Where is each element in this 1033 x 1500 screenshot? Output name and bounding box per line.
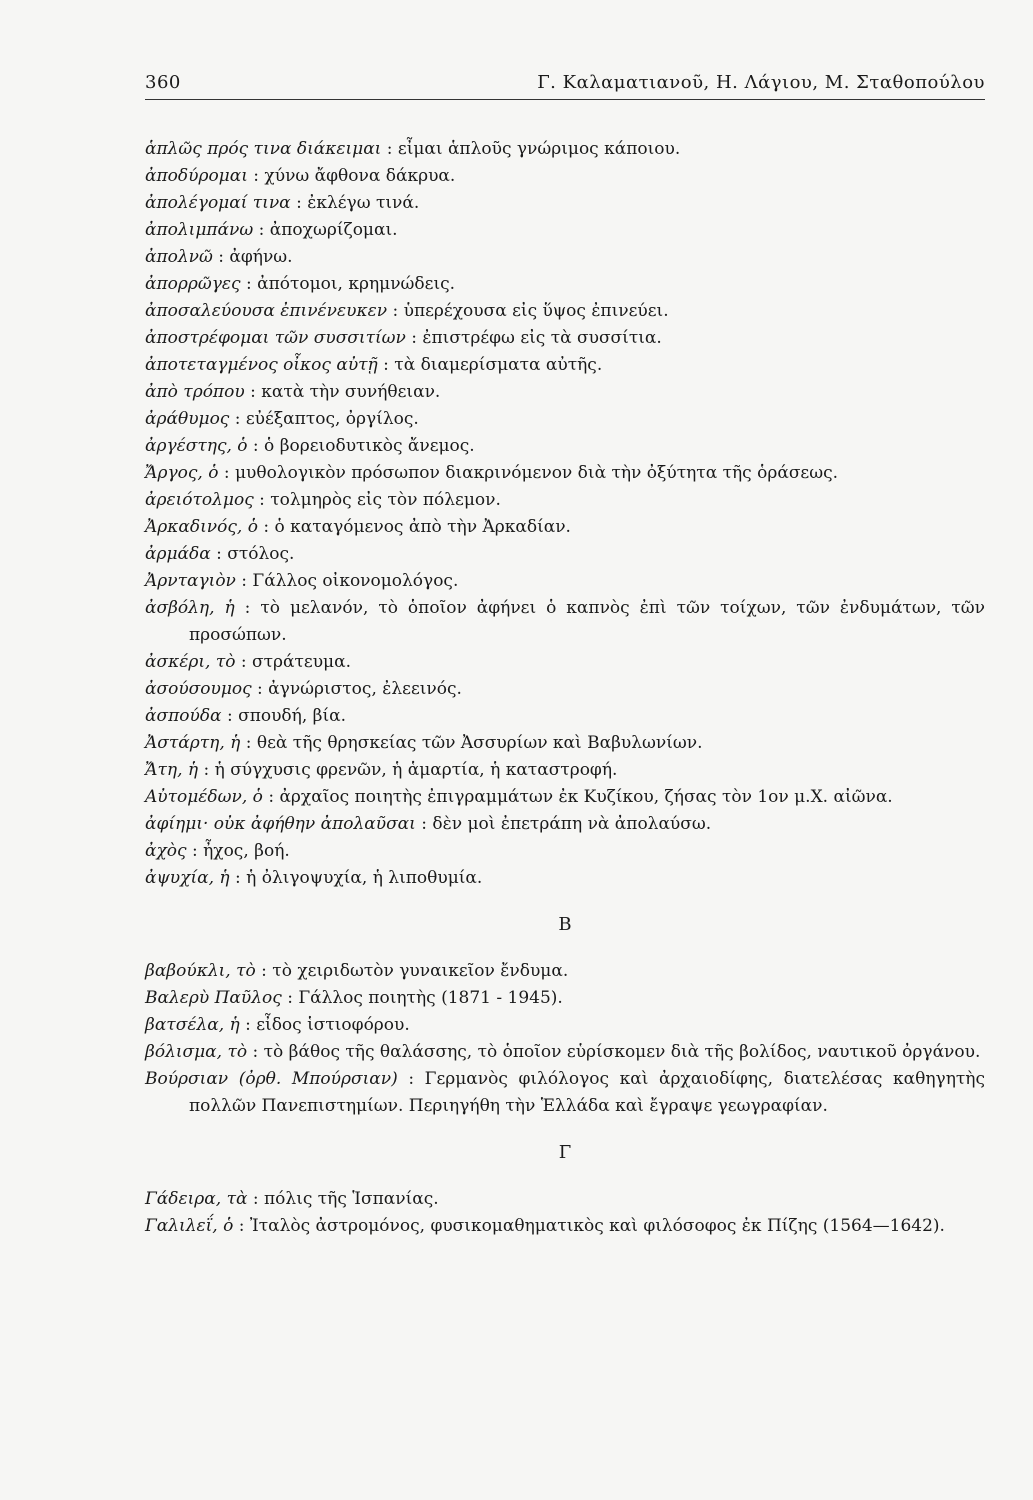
entry-term: Γάδειρα, τὰ [145,1189,248,1209]
entry-term: ἀποσαλεύουσα ἐπινένευκεν [145,301,388,321]
glossary-entry [145,244,985,271]
entry-definition: : Γάλλος οἰκονομολόγος. [241,571,459,591]
glossary-entry [145,676,985,703]
glossary-entry [145,406,985,433]
entry-definition: : τὰ διαμερίσματα αὐτῆς. [383,355,603,375]
entry-definition: : τὸ μελανόν, τὸ ὁποῖον ἀφήνει ὁ καπνὸς ἐπὶ τῶν τοίχων, τῶν ἐνδυμάτων, τῶν προσώπων. [189,598,986,645]
glossary-entries [145,136,985,1240]
entry-definition: : Γάλλος ποιητὴς (1871 - 1945). [287,988,563,1008]
entry-term: ἀποτεταγμένος οἶκος αὐτῇ [145,355,378,375]
glossary-entry [145,325,985,352]
glossary-entry [145,958,985,985]
glossary-entry [145,271,985,298]
entry-definition: : ἀπότομοι, κρημνώδεις. [245,274,456,294]
glossary-entry [145,217,985,244]
glossary-entry [145,433,985,460]
glossary-entry [145,487,985,514]
glossary-entry [145,460,985,487]
entry-term: ἀσκέρι, τὸ [145,652,236,672]
entry-definition: : ὁ καταγόμενος ἀπὸ τὴν Ἀρκαδίαν. [263,517,571,537]
glossary-entry [145,1186,985,1213]
entry-term: ἀρμάδα [145,544,211,564]
entry-term: ἀπολνῶ [145,247,213,267]
glossary-entry [145,163,985,190]
entry-definition: : στράτευμα. [240,652,351,672]
entry-term: ἀποδύρομαι [145,166,248,186]
glossary-entry [145,541,985,568]
entry-term: βατσέλα, ἡ [145,1015,240,1035]
entry-definition: : ἀφήνω. [218,247,293,267]
page-header [145,72,985,100]
glossary-entry [145,649,985,676]
glossary-entry [145,1039,985,1066]
entry-definition: : εὐέξαπτος, ὀργίλος. [234,409,419,429]
entry-definition: : εἶμαι ἁπλοῦς γνώριμος κάποιου. [386,139,681,159]
glossary-entry [145,136,985,163]
entry-term: Ἄτη, ἡ [145,760,199,780]
glossary-entry [145,865,985,892]
glossary-entry [145,352,985,379]
entry-definition: : ἡ ὀλιγοψυχία, ἡ λιποθυμία. [235,868,483,888]
section-letter: Γ [558,1142,572,1163]
entry-term: βόλισμα, τὸ [145,1042,248,1062]
entry-definition: : Γερμανὸς φιλόλογος καὶ ἀρχαιοδίφης, διατελέσας καθηγητὴς πολλῶν Πανεπιστημίων. Περιηγήθη τὴν Ἑλλάδα καὶ ἔγραψε γεωγραφίαν. [189,1069,985,1116]
entry-term: Γαλιλεΐ, ὁ [145,1216,234,1236]
entry-definition: : κατὰ τὴν συνήθειαν. [250,382,441,402]
entry-term: Ἀστάρτη, ἡ [145,733,241,753]
entry-definition: : ἀρχαῖος ποιητὴς ἐπιγραμμάτων ἐκ Κυζίκου, ζήσας τὸν 1ον μ.Χ. αἰῶνα. [268,787,893,807]
entry-definition: : ἀποχωρίζομαι. [258,220,398,240]
glossary-entry [145,811,985,838]
entry-term: ἀσβόλη, ἡ [145,598,235,618]
document-page [145,72,985,1240]
running-head-authors: Γ. Καλαματιανοῦ, Η. Λάγιου, Μ. Σταθοπούλου [537,72,985,93]
entry-term: ἀπορρῶγες [145,274,241,294]
glossary-entry [145,190,985,217]
entry-term: Ἀρνταγιὸν [145,571,236,591]
glossary-entry [145,730,985,757]
entry-term: ἀσούσουμος [145,679,252,699]
entry-definition: : ὑπερέχουσα εἰς ὕψος ἐπινεύει. [392,301,669,321]
entry-term: ἁπλῶς πρός τινα διάκειμαι [145,139,382,159]
entry-definition: : δὲν μοὶ ἐπετράπη νὰ ἀπολαύσω. [421,814,712,834]
entry-definition: : ἡ σύγχυσις φρενῶν, ἡ ἁμαρτία, ἡ καταστροφή. [203,760,618,780]
glossary-entry [145,784,985,811]
entry-definition: : ὁ βορειοδυτικὸς ἄνεμος. [252,436,475,456]
entry-term: Ἄργος, ὁ [145,463,219,483]
entry-term: Βούρσιαν (ὀρθ. Μπούρσιαν) [145,1069,398,1089]
entry-term: Αὐτομέδων, ὁ [145,787,263,807]
entry-term: βαβούκλι, τὸ [145,961,256,981]
entry-definition: : τὸ χειριδωτὸν γυναικεῖον ἔνδυμα. [261,961,569,981]
glossary-entry [145,703,985,730]
entry-term: ἀράθυμος [145,409,230,429]
entry-term: ἀψυχία, ἡ [145,868,230,888]
section-letter: Β [558,914,572,935]
entry-term: ἀργέστης, ὁ [145,436,248,456]
page-number: 360 [145,72,181,93]
entry-term: ἀπολιμπάνω [145,220,254,240]
entry-definition: : στόλος. [216,544,295,564]
glossary-entry [145,1066,985,1120]
entry-definition: : ἀγνώριστος, ἐλεεινός. [257,679,462,699]
entry-definition: : μυθολογικὸν πρόσωπον διακρινόμενον διὰ τὴν ὀξύτητα τῆς ὁράσεως. [223,463,839,483]
entry-definition: : Ἰταλὸς ἀστρομόνος, φυσικομαθηματικὸς καὶ φιλόσοφος ἐκ Πίζης (1564—1642). [238,1216,945,1236]
entry-term: ἀποστρέφομαι τῶν συσσιτίων [145,328,406,348]
entry-term: Βαλερὺ Παῦλος [145,988,282,1008]
glossary-entry [145,595,985,649]
glossary-entry [145,379,985,406]
glossary-entry [145,298,985,325]
entry-definition: : τολμηρὸς εἰς τὸν πόλεμον. [259,490,501,510]
entry-definition: : ἐκλέγω τινά. [296,193,420,213]
entry-definition: : ἐπιστρέφω εἰς τὰ συσσίτια. [411,328,662,348]
entry-term: ἀφίημι· οὐκ ἀφήθην ἀπολαῦσαι [145,814,416,834]
glossary-entry [145,985,985,1012]
entry-definition: : θεὰ τῆς θρησκείας τῶν Ἀσσυρίων καὶ Βαβυλωνίων. [245,733,703,753]
glossary-entry [145,1012,985,1039]
entry-definition: : σπουδή, βία. [226,706,347,726]
entry-term: ἀρειότολμος [145,490,254,510]
entry-term: Ἀρκαδινός, ὁ [145,517,258,537]
entry-term: ἀχὸς [145,841,187,861]
entry-definition: : εἶδος ἱστιοφόρου. [245,1015,410,1035]
entry-term: ἀπὸ τρόπου [145,382,245,402]
glossary-entry [145,1213,985,1240]
glossary-entry [145,514,985,541]
glossary-entry [145,838,985,865]
entry-term: ἀπολέγομαί τινα [145,193,291,213]
entry-definition: : χύνω ἄφθονα δάκρυα. [253,166,456,186]
entry-definition: : πόλις τῆς Ἱσπανίας. [252,1189,439,1209]
entry-definition: : ἦχος, βοή. [191,841,290,861]
glossary-entry [145,568,985,595]
entry-term: ἀσπούδα [145,706,222,726]
entry-definition: : τὸ βάθος τῆς θαλάσσης, τὸ ὁποῖον εὑρίσκομεν διὰ τῆς βολίδος, ναυτικοῦ ὀργάνου. [252,1042,981,1062]
glossary-entry [145,757,985,784]
